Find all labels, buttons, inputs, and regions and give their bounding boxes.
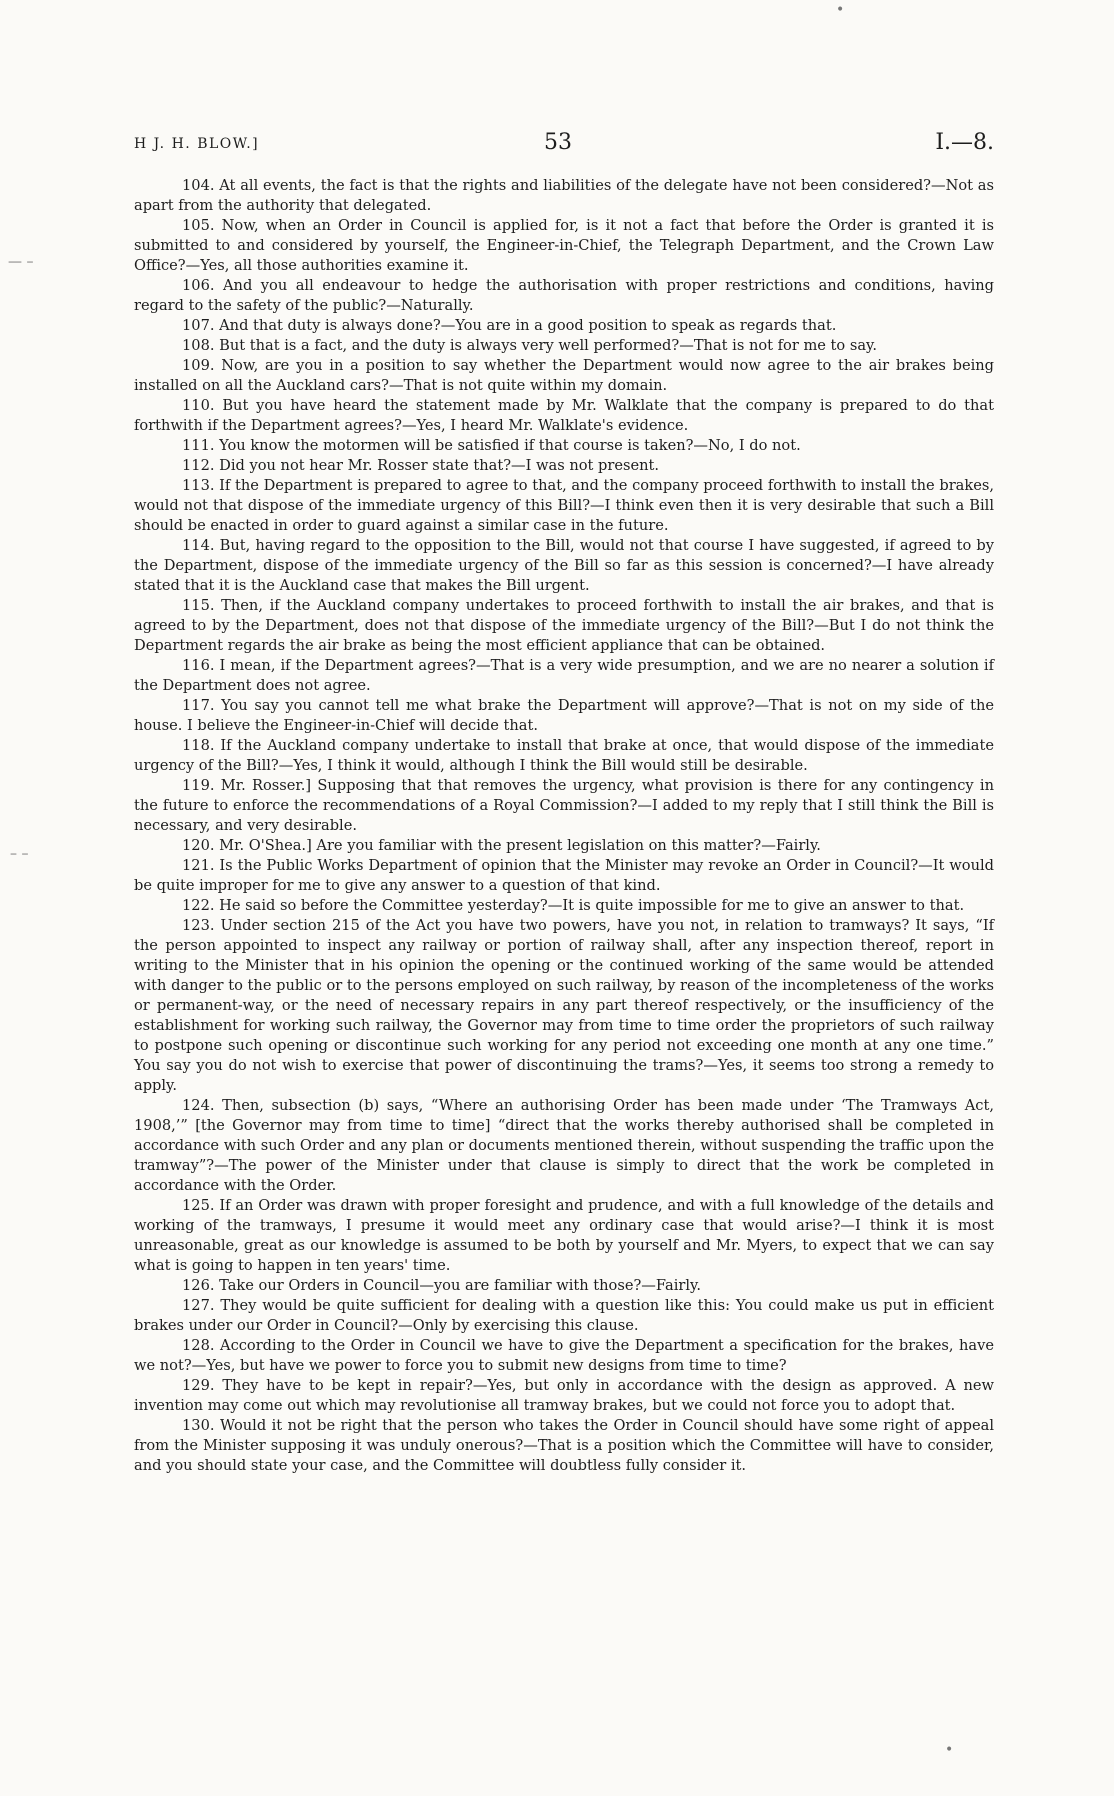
page-header bbox=[134, 130, 994, 160]
paragraph-111: 111. You know the motormen will be satisfied if that course is taken?—No, I do not. bbox=[182, 437, 801, 454]
margin-dot-top: • bbox=[836, 2, 845, 18]
paragraph-110: 110. But you have heard the statement made by Mr. Walklate that the company is prepared to do that forthwith if the Department agrees?—Yes, I heard Mr. Walklate's evidence. bbox=[134, 397, 994, 434]
margin-mark-middle: – – bbox=[10, 846, 29, 862]
paragraph-118: 118. If the Auckland company undertake to install that brake at once, that would dispose of the immediate urgency of the Bill?—Yes, I think it would, although I think the Bill would still be desirable. bbox=[134, 737, 994, 774]
paragraph-109: 109. Now, are you in a position to say whether the Department would now agree to the air brakes being installed on all the Auckland cars?—That is not quite within my domain. bbox=[134, 357, 994, 394]
paragraph-122: 122. He said so before the Committee yesterday?—It is quite impossible for me to give an answer to that. bbox=[182, 897, 965, 914]
paragraph-104: 104. At all events, the fact is that the rights and liabilities of the delegate have not been considered?—Not as apart from the authority that delegated. bbox=[134, 177, 994, 214]
paragraph-112: 112. Did you not hear Mr. Rosser state that?—I was not present. bbox=[182, 457, 660, 474]
paragraph-106: 106. And you all endeavour to hedge the authorisation with proper restrictions and conditions, having regard to the safety of the public?—Naturally. bbox=[134, 277, 994, 314]
paragraph-130: 130. Would it not be right that the person who takes the Order in Council should have some right of appeal from the Minister supposing it was unduly onerous?—That is a position which the Committee will have to consider, and you should state your case, and the Committee will doubtless fully consider it. bbox=[134, 1417, 994, 1474]
paragraph-108: 108. But that is a fact, and the duty is always very well performed?—That is not for me to say. bbox=[182, 337, 877, 354]
paragraph-126: 126. Take our Orders in Council—you are familiar with those?—Fairly. bbox=[182, 1277, 701, 1294]
evidence-text bbox=[134, 176, 994, 1476]
document-reference: I.—8. bbox=[935, 130, 994, 155]
paragraph-120: 120. Mr. O'Shea.] Are you familiar with the present legislation on this matter?—Fairly. bbox=[182, 837, 821, 854]
margin-dot-bottom: • bbox=[945, 1742, 954, 1758]
paragraph-125: 125. If an Order was drawn with proper foresight and prudence, and with a full knowledge of the details and working of the tramways, I presume it would meet any ordinary case that would arise?—I think it is most unreasonable, great as our knowledge is assumed to be both by yourself and Mr. Myers, to expect that we can say what is going to happen in ten years' time. bbox=[134, 1197, 994, 1274]
page-number: 53 bbox=[544, 130, 572, 155]
paragraph-117: 117. You say you cannot tell me what brake the Department will approve?—That is not on my side of the house. I believe the Engineer-in-Chief will decide that. bbox=[134, 697, 994, 734]
paragraph-116: 116. I mean, if the Department agrees?—That is a very wide presumption, and we are no nearer a solution if the Department does not agree. bbox=[134, 657, 994, 694]
paragraph-115: 115. Then, if the Auckland company undertakes to proceed forthwith to install the air brakes, and that is agreed to by the Department, does not that dispose of the immediate urgency of the Bill?—But I do not think the Department regards the air brake as being the most efficient appliance that can be obtained. bbox=[134, 597, 994, 654]
paragraph-127: 127. They would be quite sufficient for dealing with a question like this: You could make us put in efficient brakes under our Order in Council?—Only by exercising this clause. bbox=[134, 1297, 994, 1334]
paragraph-119: 119. Mr. Rosser.] Supposing that that removes the urgency, what provision is there for any contingency in the future to enforce the recommendations of a Royal Commission?—I added to my reply that I still think the Bill is necessary, and very desirable. bbox=[134, 777, 994, 834]
paragraph-105: 105. Now, when an Order in Council is applied for, is it not a fact that before the Order is granted it is submitted to and considered by yourself, the Engineer-in-Chief, the Telegraph Department, and the Crown Law Office?—Yes, all those authorities examine it. bbox=[134, 217, 994, 274]
paragraph-124: 124. Then, subsection (b) says, “Where an authorising Order has been made under ‘The Tramways Act, 1908,’” [the Governor may from time to time] “direct that the works thereby authorised shall be completed in accordance with such Order and any plan or documents mentioned therein, without suspending the traffic upon the tramway”?—The power of the Minister under that clause is simply to direct that the work be completed in accordance with the Order. bbox=[134, 1097, 994, 1194]
witness-name: H J. H. BLOW.] bbox=[134, 136, 260, 152]
paragraph-123: 123. Under section 215 of the Act you have two powers, have you not, in relation to tramways? It says, “If the person appointed to inspect any railway or portion of railway shall, after any inspection thereof, report in writing to the Minister that in his opinion the opening or the continued working of the same would be attended with danger to the public or to the persons employed on such railway, by reason of the incompleteness of the works or permanent-way, or the need of necessary repairs in any part thereof respectively, or the insufficiency of the establishment for working such railway, the Governor may from time to time order the proprietors of such railway to postpone such opening or discontinue such working for any period not exceeding one month at any one time.” You say you do not wish to exercise that power of discontinuing the trams?—Yes, it seems too strong a remedy to apply. bbox=[134, 917, 994, 1094]
paragraph-107: 107. And that duty is always done?—You are in a good position to speak as regards that. bbox=[182, 317, 837, 334]
margin-mark-upper: — – bbox=[8, 254, 34, 270]
paragraph-114: 114. But, having regard to the opposition to the Bill, would not that course I have suggested, if agreed to by the Department, dispose of the immediate urgency of the Bill so far as this session is concerned?—I have already stated that it is the Auckland case that makes the Bill urgent. bbox=[134, 537, 994, 594]
paragraph-128: 128. According to the Order in Council we have to give the Department a specification for the brakes, have we not?—Yes, but have we power to force you to submit new designs from time to time? bbox=[134, 1337, 994, 1374]
paragraph-129: 129. They have to be kept in repair?—Yes, but only in accordance with the design as approved. A new invention may come out which may revolutionise all tramway brakes, but we could not force you to adopt that. bbox=[134, 1377, 994, 1414]
paragraph-121: 121. Is the Public Works Department of opinion that the Minister may revoke an Order in Council?—It would be quite improper for me to give any answer to a question of that kind. bbox=[134, 857, 994, 894]
paragraph-113: 113. If the Department is prepared to agree to that, and the company proceed forthwith to install the brakes, would not that dispose of the immediate urgency of this Bill?—I think even then it is very desirable that such a Bill should be enacted in order to guard against a similar case in the future. bbox=[134, 477, 994, 534]
